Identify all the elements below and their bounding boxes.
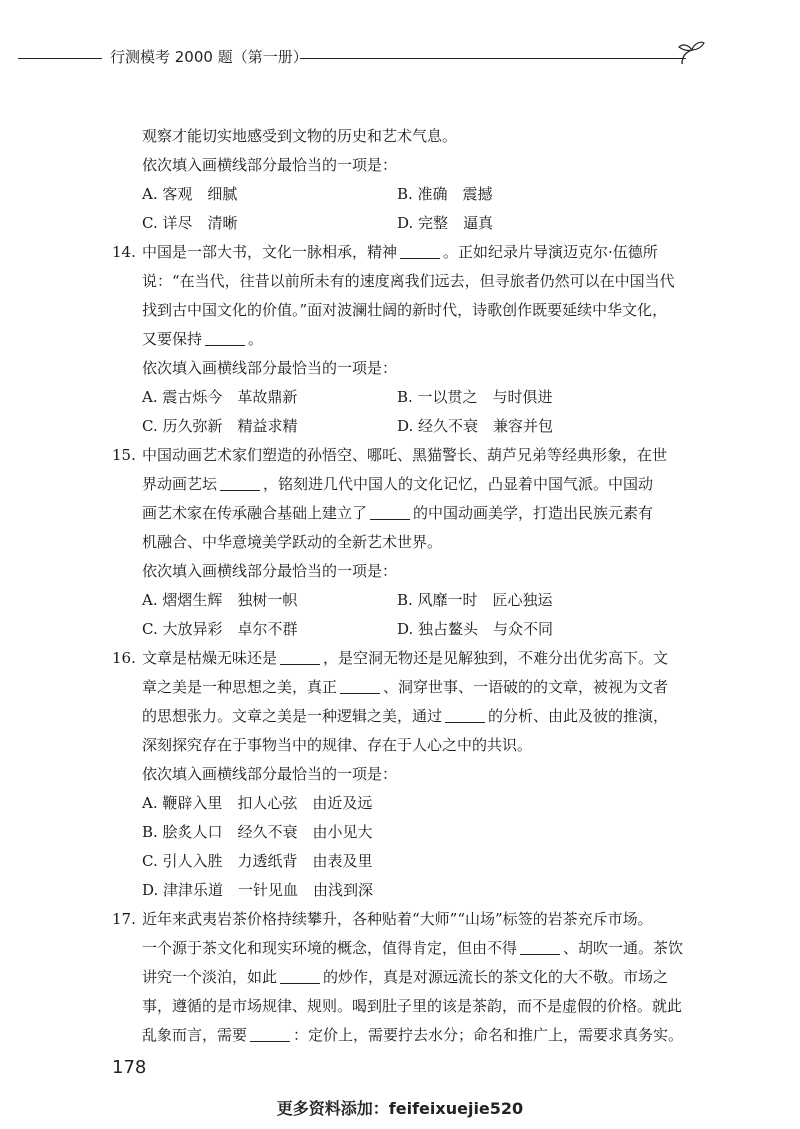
page-number: 178: [112, 1057, 147, 1078]
q15-options-row-2: [112, 615, 722, 644]
q15-text: 界动画艺坛: [142, 475, 218, 493]
answer-blank: [520, 938, 560, 955]
answer-blank: [340, 677, 380, 694]
q13-line: 观察才能切实地感受到文物的历史和艺术气息。: [142, 127, 458, 145]
q14-line-3: 找到古中国文化的价值。”面对波澜壮阔的新时代，诗歌创作既要延续中华文化，: [142, 301, 668, 319]
q17-text: 讲究一个淡泊，如此: [142, 968, 278, 986]
q17-text: 、胡吹一通。茶饮: [563, 939, 684, 957]
q17-line-5: [112, 1021, 722, 1050]
q15-text: 的中国动画美学，打造出民族元素有: [413, 504, 654, 522]
q14-text: 又要保持: [142, 330, 203, 348]
q16-text: 文章是枯燥无味还是: [142, 649, 278, 667]
q16-text: ，是空洞无物还是见解独到，不难分出优劣高下。文: [323, 649, 669, 667]
answer-blank: [280, 648, 320, 665]
q16-option-b: B. 脍炙人口 经久不衰 由小见大: [142, 823, 373, 841]
q14-option-b: B. 一以贯之 与时俱进: [397, 388, 553, 406]
q15-line-2: [112, 470, 722, 499]
q14-option-a: A. 震古烁今 革故鼎新: [142, 388, 298, 406]
answer-blank: [220, 474, 260, 491]
q16-line-1: [112, 644, 722, 673]
q17-number: 17.: [112, 910, 136, 928]
q14-text: 中国是一部大书，文化一脉相承，精神: [142, 243, 398, 261]
q15-line-3: [112, 499, 722, 528]
q14-text: 。: [248, 330, 264, 348]
q14-option-d: D. 经久不衰 兼容并包: [397, 417, 554, 435]
q14-line-1: [112, 238, 722, 267]
q15-text: 画艺术家在传承融合基础上建立了: [142, 504, 368, 522]
q15-prompt: 依次填入画横线部分最恰当的一项是：: [142, 562, 398, 580]
q15-line-1: [112, 441, 722, 470]
q16-option-a: A. 鞭辟入里 扣人心弦 由近及远: [142, 794, 373, 812]
q14-options-row-1: [112, 383, 722, 412]
q14-line-4: [112, 325, 722, 354]
q13-option-a: A. 客观 细腻: [142, 185, 238, 203]
q14-text: 。正如纪录片导演迈克尔·伍德所: [443, 243, 658, 261]
q16-text: 章之美是一种思想之美，真正: [142, 678, 338, 696]
q16-option-c: C. 引人入胜 力透纸背 由表及里: [142, 852, 373, 870]
q16-text: 的思想张力。文章之美是一种逻辑之美，通过: [142, 707, 443, 725]
header-rule-left: [18, 58, 102, 59]
q13-options-row-2: [112, 209, 722, 238]
q16-text: 的分析、由此及彼的推演，: [488, 707, 669, 725]
answer-blank: [445, 706, 485, 723]
q17-line-1: [112, 905, 722, 934]
header-title: 行测模考 2000 题（第一册）: [110, 48, 308, 66]
q15-options-row-1: [112, 586, 722, 615]
q16-option-d: D. 津津乐道 一针见血 由浅到深: [142, 881, 374, 899]
answer-blank: [205, 329, 245, 346]
page-content: [112, 122, 722, 1050]
q14-options-row-2: [112, 412, 722, 441]
q17-line-4: 事，遵循的是市场规律、规则。喝到肚子里的该是茶韵，而不是虚假的价格。就此: [142, 997, 683, 1015]
q16-line-3: [112, 702, 722, 731]
q17-line-3: [112, 963, 722, 992]
running-header: [0, 40, 800, 70]
q14-prompt: 依次填入画横线部分最恰当的一项是：: [142, 359, 398, 377]
answer-blank: [400, 242, 440, 259]
q15-text: ，铭刻进几代中国人的文化记忆，凸显着中国气派。中国动: [263, 475, 654, 493]
sprout-icon: [676, 40, 706, 66]
q17-text: ：定价上，需要拧去水分；命名和推广上，需要求真务实。: [293, 1026, 684, 1044]
answer-blank: [280, 967, 320, 984]
q14-option-c: C. 历久弥新 精益求精: [142, 417, 298, 435]
q14-number: 14.: [112, 243, 136, 261]
q13-options-row-1: [112, 180, 722, 209]
q15-option-d: D. 独占鳌头 与众不同: [397, 620, 554, 638]
q16-number: 16.: [112, 649, 136, 667]
q14-line-2: 说：“在当代，往昔以前所未有的速度离我们远去，但寻旅者仍然可以在中国当代: [142, 272, 675, 290]
q17-text: 一个源于茶文化和现实环境的概念，值得肯定，但由不得: [142, 939, 518, 957]
answer-blank: [250, 1025, 290, 1042]
q17-line-2: [112, 934, 722, 963]
q17-text: 近年来武夷岩茶价格持续攀升，各种贴着“大师”“山场”标签的岩茶充斥市场。: [142, 910, 653, 928]
q15-option-c: C. 大放异彩 卓尔不群: [142, 620, 298, 638]
q15-option-a: A. 熠熠生辉 独树一帜: [142, 591, 298, 609]
q16-line-2: [112, 673, 722, 702]
q16-prompt: 依次填入画横线部分最恰当的一项是：: [142, 765, 398, 783]
q16-line-4: 深刻探究存在于事物当中的规律、存在于人心之中的共识。: [142, 736, 533, 754]
answer-blank: [370, 503, 410, 520]
q15-number: 15.: [112, 446, 136, 464]
header-rule-right: [300, 58, 686, 59]
q15-text: 中国动画艺术家们塑造的孙悟空、哪吒、黑猫警长、葫芦兄弟等经典形象，在世: [142, 446, 668, 464]
q17-text: 的炒作，真是对源远流长的茶文化的大不敬。市场之: [323, 968, 669, 986]
q15-line-4: 机融合、中华意境美学跃动的全新艺术世界。: [142, 533, 443, 551]
q16-text: 、洞穿世事、一语破的的文章，被视为文者: [383, 678, 669, 696]
q13-prompt: 依次填入画横线部分最恰当的一项是：: [142, 156, 398, 174]
footer-note: 更多资料添加：feifeixuejie520: [276, 1099, 524, 1118]
q13-option-c: C. 详尽 清晰: [142, 214, 238, 232]
q13-option-d: D. 完整 逼真: [397, 214, 494, 232]
q15-option-b: B. 风靡一时 匠心独运: [397, 591, 553, 609]
q13-option-b: B. 准确 震撼: [397, 185, 493, 203]
q17-text: 乱象而言，需要: [142, 1026, 248, 1044]
